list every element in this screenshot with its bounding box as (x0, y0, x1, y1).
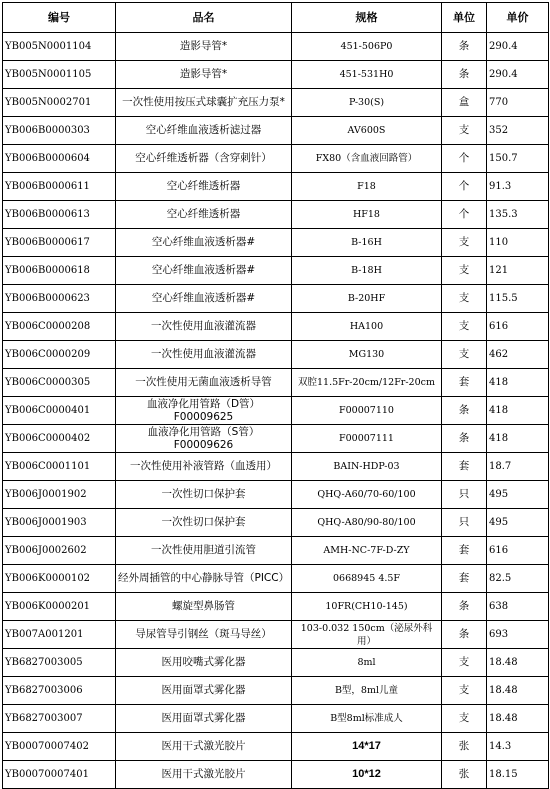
cell-spec: HA100 (292, 313, 442, 341)
cell-code: YB006B0000604 (3, 145, 116, 173)
cell-price: 638 (487, 593, 549, 621)
cell-code: YB006C0000208 (3, 313, 116, 341)
cell-name: 空心纤维血液透析器# (116, 257, 292, 285)
table-row (3, 537, 549, 565)
cell-name: 空心纤维血液透析器# (116, 285, 292, 313)
cell-spec: 10FR(CH10-145) (292, 593, 442, 621)
cell-unit: 个 (442, 145, 487, 173)
cell-unit: 支 (442, 677, 487, 705)
table-row (3, 481, 549, 509)
table-row (3, 33, 549, 61)
cell-spec: 8ml (292, 649, 442, 677)
cell-spec: 14*17 (292, 733, 442, 761)
cell-price: 770 (487, 89, 549, 117)
cell-code: YB006B0000303 (3, 117, 116, 145)
cell-code: YB006C0000209 (3, 341, 116, 369)
table-row (3, 733, 549, 761)
table-row (3, 145, 549, 173)
cell-code: YB00070007402 (3, 733, 116, 761)
cell-spec: B型，8ml儿童 (292, 677, 442, 705)
cell-code: YB005N0001104 (3, 33, 116, 61)
cell-price: 290.4 (487, 61, 549, 89)
cell-spec: 103-0.032 150cm（泌尿外科用） (292, 621, 442, 649)
table-row (3, 761, 549, 789)
cell-spec: FX80（含血液回路管） (292, 145, 442, 173)
cell-price: 135.3 (487, 201, 549, 229)
cell-unit: 条 (442, 593, 487, 621)
cell-spec: AMH-NC-7F-D-ZY (292, 537, 442, 565)
table-body (3, 33, 549, 789)
cell-unit: 张 (442, 733, 487, 761)
cell-code: YB6827003006 (3, 677, 116, 705)
cell-unit: 盒 (442, 89, 487, 117)
cell-price: 495 (487, 509, 549, 537)
cell-name: 一次性切口保护套 (116, 481, 292, 509)
cell-price: 18.15 (487, 761, 549, 789)
cell-spec: F18 (292, 173, 442, 201)
cell-code: YB006C0000305 (3, 369, 116, 397)
cell-spec: QHQ-A80/90-80/100 (292, 509, 442, 537)
cell-name: 医用干式激光胶片 (116, 761, 292, 789)
cell-code: YB006B0000611 (3, 173, 116, 201)
cell-code: YB006J0001902 (3, 481, 116, 509)
table-row (3, 453, 549, 481)
cell-price: 616 (487, 537, 549, 565)
cell-unit: 套 (442, 453, 487, 481)
cell-code: YB006K0000201 (3, 593, 116, 621)
header-unit: 单位 (442, 3, 487, 33)
cell-unit: 支 (442, 229, 487, 257)
cell-code: YB006C0000401 (3, 397, 116, 425)
cell-unit: 条 (442, 621, 487, 649)
table-row (3, 649, 549, 677)
cell-unit: 套 (442, 565, 487, 593)
cell-price: 91.3 (487, 173, 549, 201)
cell-name: 螺旋型鼻肠管 (116, 593, 292, 621)
cell-price: 14.3 (487, 733, 549, 761)
cell-spec: 双腔11.5Fr-20cm/12Fr-20cm (292, 369, 442, 397)
table-row (3, 61, 549, 89)
cell-name: 一次性切口保护套 (116, 509, 292, 537)
table-row (3, 677, 549, 705)
cell-spec: 451-531H0 (292, 61, 442, 89)
cell-code: YB6827003005 (3, 649, 116, 677)
cell-name: 空心纤维透析器 (116, 173, 292, 201)
cell-name: 医用咬嘴式雾化器 (116, 649, 292, 677)
cell-unit: 个 (442, 201, 487, 229)
cell-code: YB006B0000617 (3, 229, 116, 257)
cell-price: 18.48 (487, 649, 549, 677)
table-row (3, 229, 549, 257)
cell-code: YB006B0000623 (3, 285, 116, 313)
table-row (3, 593, 549, 621)
cell-spec: 10*12 (292, 761, 442, 789)
cell-name: 医用面罩式雾化器 (116, 677, 292, 705)
cell-price: 495 (487, 481, 549, 509)
cell-price: 290.4 (487, 33, 549, 61)
cell-price: 616 (487, 313, 549, 341)
table-row (3, 369, 549, 397)
table-row (3, 397, 549, 425)
cell-spec: B-16H (292, 229, 442, 257)
cell-spec: F00007110 (292, 397, 442, 425)
cell-code: YB005N0002701 (3, 89, 116, 117)
table-row (3, 565, 549, 593)
header-price: 单价 (487, 3, 549, 33)
cell-spec: 451-506P0 (292, 33, 442, 61)
cell-spec: AV600S (292, 117, 442, 145)
cell-name: 血液净化用管路（D管）F00009625 (116, 397, 292, 425)
header-row (3, 3, 549, 33)
cell-spec: B-18H (292, 257, 442, 285)
cell-code: YB006C0000402 (3, 425, 116, 453)
cell-name: 经外周插管的中心静脉导管（PICC） (116, 565, 292, 593)
cell-name: 一次性使用胆道引流管 (116, 537, 292, 565)
cell-price: 110 (487, 229, 549, 257)
cell-name: 导尿管导引钢丝（斑马导丝） (116, 621, 292, 649)
price-table (2, 2, 549, 789)
cell-spec: MG130 (292, 341, 442, 369)
cell-spec: P-30(S) (292, 89, 442, 117)
cell-unit: 条 (442, 425, 487, 453)
cell-spec: 0668945 4.5F (292, 565, 442, 593)
cell-spec: F00007111 (292, 425, 442, 453)
header-spec: 规格 (292, 3, 442, 33)
cell-name: 一次性使用无菌血液透析导管 (116, 369, 292, 397)
cell-price: 418 (487, 397, 549, 425)
cell-spec: BAIN-HDP-03 (292, 453, 442, 481)
cell-code: YB006B0000613 (3, 201, 116, 229)
cell-unit: 支 (442, 649, 487, 677)
cell-price: 82.5 (487, 565, 549, 593)
table-row (3, 257, 549, 285)
cell-price: 18.48 (487, 677, 549, 705)
cell-name: 造影导管* (116, 33, 292, 61)
cell-name: 空心纤维透析器 (116, 201, 292, 229)
cell-name: 空心纤维透析器（含穿刺针） (116, 145, 292, 173)
cell-name: 医用干式激光胶片 (116, 733, 292, 761)
cell-code: YB006K0000102 (3, 565, 116, 593)
cell-unit: 支 (442, 117, 487, 145)
table-row (3, 621, 549, 649)
table-row (3, 117, 549, 145)
cell-code: YB005N0001105 (3, 61, 116, 89)
table-row (3, 341, 549, 369)
cell-code: YB00070007401 (3, 761, 116, 789)
table-row (3, 509, 549, 537)
cell-price: 115.5 (487, 285, 549, 313)
cell-name: 一次性使用血液灌流器 (116, 313, 292, 341)
cell-unit: 支 (442, 341, 487, 369)
cell-unit: 支 (442, 705, 487, 733)
table-row (3, 285, 549, 313)
cell-code: YB007A001201 (3, 621, 116, 649)
table-row (3, 173, 549, 201)
cell-name: 造影导管* (116, 61, 292, 89)
cell-code: YB6827003007 (3, 705, 116, 733)
cell-unit: 只 (442, 509, 487, 537)
cell-unit: 条 (442, 397, 487, 425)
table-row (3, 313, 549, 341)
cell-spec: QHQ-A60/70-60/100 (292, 481, 442, 509)
cell-spec: B-20HF (292, 285, 442, 313)
table-row (3, 89, 549, 117)
cell-spec: B型8ml标准成人 (292, 705, 442, 733)
cell-price: 18.7 (487, 453, 549, 481)
cell-name: 空心纤维血液透析滤过器 (116, 117, 292, 145)
table-row (3, 705, 549, 733)
cell-name: 一次性使用按压式球囊扩充压力泵* (116, 89, 292, 117)
cell-price: 18.48 (487, 705, 549, 733)
cell-price: 418 (487, 369, 549, 397)
cell-price: 352 (487, 117, 549, 145)
cell-price: 150.7 (487, 145, 549, 173)
cell-unit: 支 (442, 257, 487, 285)
cell-name: 一次性使用血液灌流器 (116, 341, 292, 369)
cell-code: YB006J0002602 (3, 537, 116, 565)
cell-unit: 条 (442, 61, 487, 89)
cell-unit: 支 (442, 313, 487, 341)
cell-name: 空心纤维血液透析器# (116, 229, 292, 257)
table-row (3, 425, 549, 453)
cell-code: YB006J0001903 (3, 509, 116, 537)
cell-price: 462 (487, 341, 549, 369)
cell-name: 医用面罩式雾化器 (116, 705, 292, 733)
cell-unit: 只 (442, 481, 487, 509)
cell-price: 418 (487, 425, 549, 453)
cell-price: 693 (487, 621, 549, 649)
cell-name: 血液净化用管路（S管）F00009626 (116, 425, 292, 453)
cell-unit: 套 (442, 369, 487, 397)
cell-unit: 套 (442, 537, 487, 565)
cell-code: YB006C0001101 (3, 453, 116, 481)
cell-unit: 张 (442, 761, 487, 789)
table-row (3, 201, 549, 229)
header-code: 编号 (3, 3, 116, 33)
cell-spec: HF18 (292, 201, 442, 229)
cell-price: 121 (487, 257, 549, 285)
cell-unit: 支 (442, 285, 487, 313)
header-name: 品名 (116, 3, 292, 33)
cell-unit: 条 (442, 33, 487, 61)
cell-unit: 个 (442, 173, 487, 201)
cell-code: YB006B0000618 (3, 257, 116, 285)
cell-name: 一次性使用补液管路（血透用） (116, 453, 292, 481)
